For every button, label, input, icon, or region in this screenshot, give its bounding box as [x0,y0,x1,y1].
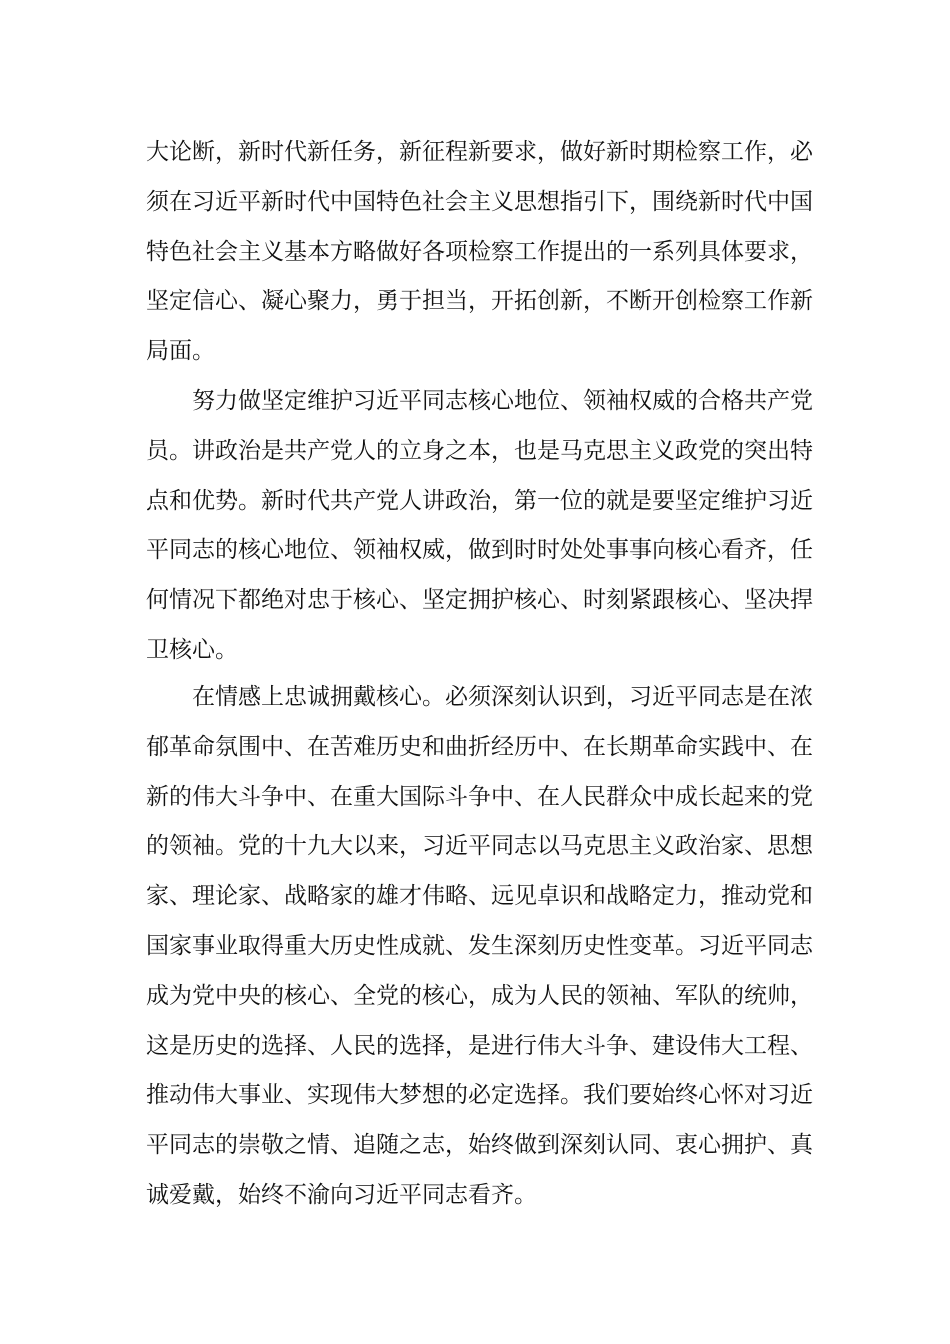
paragraph-line: 卫核心。 [146,636,238,663]
paragraph-line: 诚爱戴，始终不渝向习近平同志看齐。 [146,1181,537,1208]
paragraph-line: 局面。 [146,338,215,365]
paragraph-line: 在情感上忠诚拥戴核心。必须深刻认识到，习近平同志是在浓 [192,684,813,710]
paragraph-line: 点和优势。新时代共产党人讲政治，第一位的就是要坚定维护习近 [146,487,813,514]
paragraph-line: 国家事业取得重大历史性成就、发生深刻历史性变革。习近平同志 [146,932,813,959]
paragraph-line: 郁革命氛围中、在苦难历史和曲折经历中、在长期革命实践中、在 [146,733,813,760]
paragraph-line: 新的伟大斗争中、在重大国际斗争中、在人民群众中成长起来的党 [146,783,813,810]
paragraph-line: 平同志的崇敬之情、追随之志，始终做到深刻认同、衷心拥护、真 [146,1132,813,1159]
paragraph-1 [146,128,813,377]
paragraph-line: 这是历史的选择、人民的选择，是进行伟大斗争、建设伟大工程、 [146,1032,813,1059]
paragraph-line: 努力做坚定维护习近平同志核心地位、领袖权威的合格共产党 [192,388,813,414]
paragraph-line: 推动伟大事业、实现伟大梦想的必定选择。我们要始终心怀对习近 [146,1082,813,1109]
paragraph-line: 家、理论家、战略家的雄才伟略、远见卓识和战略定力，推动党和 [146,883,813,910]
paragraph-3 [146,673,813,1221]
paragraph-line: 员。讲政治是共产党人的立身之本，也是马克思主义政党的突出特 [146,437,813,464]
paragraph-line: 特色社会主义基本方略做好各项检察工作提出的一系列具体要求， [146,238,813,265]
paragraph-line: 平同志的核心地位、领袖权威，做到时时处处事事向核心看齐，任 [146,537,813,564]
paragraph-line: 须在习近平新时代中国特色社会主义思想指引下，围绕新时代中国 [146,188,813,215]
paragraph-line: 何情况下都绝对忠于核心、坚定拥护核心、时刻紧跟核心、坚决捍 [146,587,813,614]
paragraph-line: 成为党中央的核心、全党的核心，成为人民的领袖、军队的统帅， [146,982,813,1009]
paragraph-line: 坚定信心、凝心聚力，勇于担当，开拓创新，不断开创检察工作新 [146,288,813,315]
paragraph-line: 大论断，新时代新任务，新征程新要求，做好新时期检察工作，必 [146,139,813,165]
paragraph-2 [146,377,813,676]
paragraph-line: 的领袖。党的十九大以来，习近平同志以马克思主义政治家、思想 [146,833,813,860]
